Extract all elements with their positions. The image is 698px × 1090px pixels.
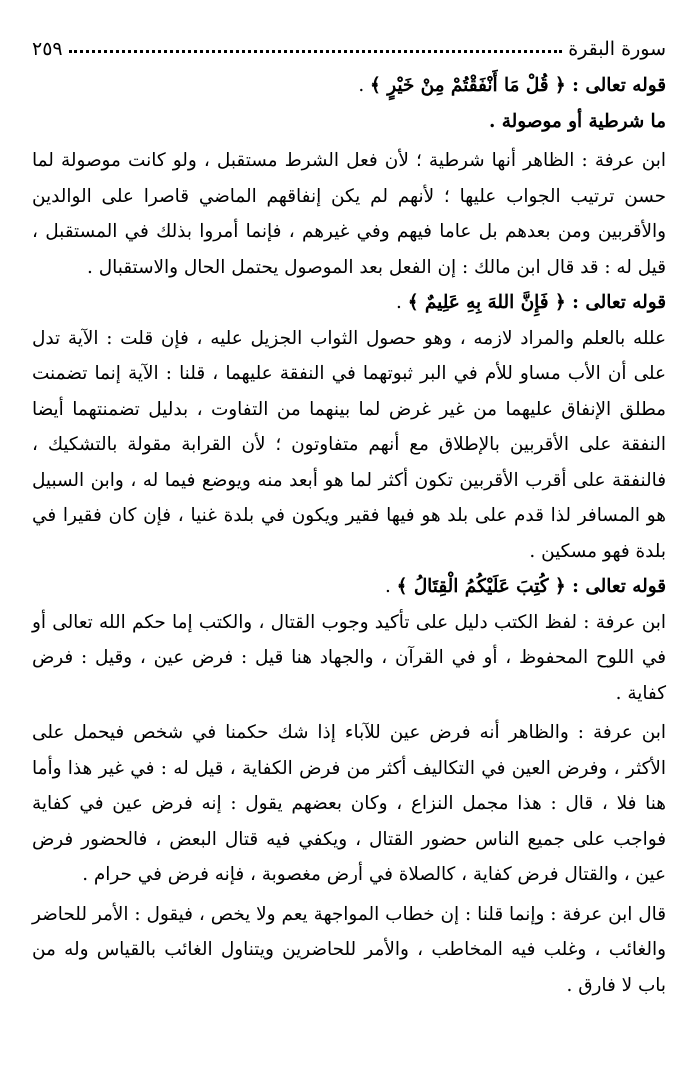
quran-verse: ﴿ كُتِبَ عَلَيْكُمُ الْقِتَالُ ﴾ xyxy=(396,576,566,597)
paragraph: ابن عرفة : والظاهر أنه فرض عين للآباء إذا شك حكمنا في شخص فيحمل على الأكثر ، وفرض العين في التكاليف أكثر من فرض الكفاية ، قيل له : في غير هذا وأما هنا فلا ، قال : هذا مجمل النزاع ، وكان بعضهم يقول : إنه فرض عين في كفاية فواجب على جميع الناس حضور القتال ، ويكفي فيه قتال البعض ، فالحضور فرض عين ، والقتال فرض كفاية ، كالصلاة في أرض مغصوبة ، فإنه فرض في حرام . xyxy=(32,722,666,885)
verse-heading xyxy=(32,569,666,605)
verse-tail: . xyxy=(396,292,408,313)
page-header xyxy=(32,30,666,60)
paragraph: قال ابن عرفة : وإنما قلنا : إن خطاب المواجهة يعم ولا يخص ، فيقول : الأمر للحاضر والغائب ، وغلب فيه المخاطب ، والأمر للحاضرين ويتناول الغائب بالقياس وله من باب لا فارق . xyxy=(32,903,666,996)
verse-heading xyxy=(32,68,666,104)
paragraph: علله بالعلم والمراد لازمه ، وهو حصول الثواب الجزيل عليه ، فإن قلت : الآية تدل على أن الأب مساو للأم في البر ثبوتهما في النفقة عليهما ، قلنا : الآية إنما تضمنت مطلق الإنفاق عليهما من غير غرض لما بينهما من التفاوت ، بدليل تضمنتهما أيضا النفقة على الأقربين بالإطلاق مع أنهم متفاوتون ؛ لأن القرابة مقولة بالتشكيك ، فالنفقة على أقرب الأقربين تكون أكثر لما هو أبعد منه ويوضع فيما له ، وابن السبيل هو المسافر لذا قدم على بلد هو فيها فقير ويكون في بلدة غنيا ، فإن كان فقيرا في بلدة فهو مسكين . xyxy=(32,327,666,562)
quran-verse: ﴿ قُلْ مَا أَنْفَقْتُمْ مِنْ خَيْرٍ ﴾ xyxy=(370,75,566,96)
header-dotted-rule xyxy=(69,50,563,53)
paragraph: ما شرطية أو موصولة . xyxy=(489,110,666,132)
verse-intro: قوله تعالى : xyxy=(565,292,666,313)
verse-intro: قوله تعالى : xyxy=(565,75,666,96)
quran-verse: ﴿ فَإِنَّ اللهَ بِهِ عَلِيمٌ ﴾ xyxy=(407,292,566,313)
verse-heading xyxy=(32,285,666,321)
verse-tail: . xyxy=(384,576,397,597)
page-number: ٢٥٩ xyxy=(32,38,63,60)
book-page xyxy=(32,30,666,1003)
verse-tail: . xyxy=(358,75,371,96)
paragraph: ابن عرفة : لفظ الكتب دليل على تأكيد وجوب القتال ، والكتب إما حكم الله تعالى أو في اللوح المحفوظ ، أو في القرآن ، والجهاد هنا قيل : فرض عين ، وقيل : فرض كفاية . xyxy=(32,611,666,704)
page-body xyxy=(32,68,666,1003)
paragraph: ابن عرفة : الظاهر أنها شرطية ؛ لأن فعل الشرط مستقبل ، ولو كانت موصولة لما حسن ترتيب الجواب عليها ؛ لأنهم لم يكن إنفاقهم الماضي قاصرا على الوالدين والأقربين ومن بعدهم بل عاما فيهم وفي غيرهم ، فإنما أمروا بذلك في المستقبل ، قيل له : قد قال ابن مالك : إن الفعل بعد الموصول يحتمل الحال والاستقبال . xyxy=(32,150,666,278)
verse-intro: قوله تعالى : xyxy=(565,576,666,597)
surah-title: سورة البقرة xyxy=(568,38,666,60)
